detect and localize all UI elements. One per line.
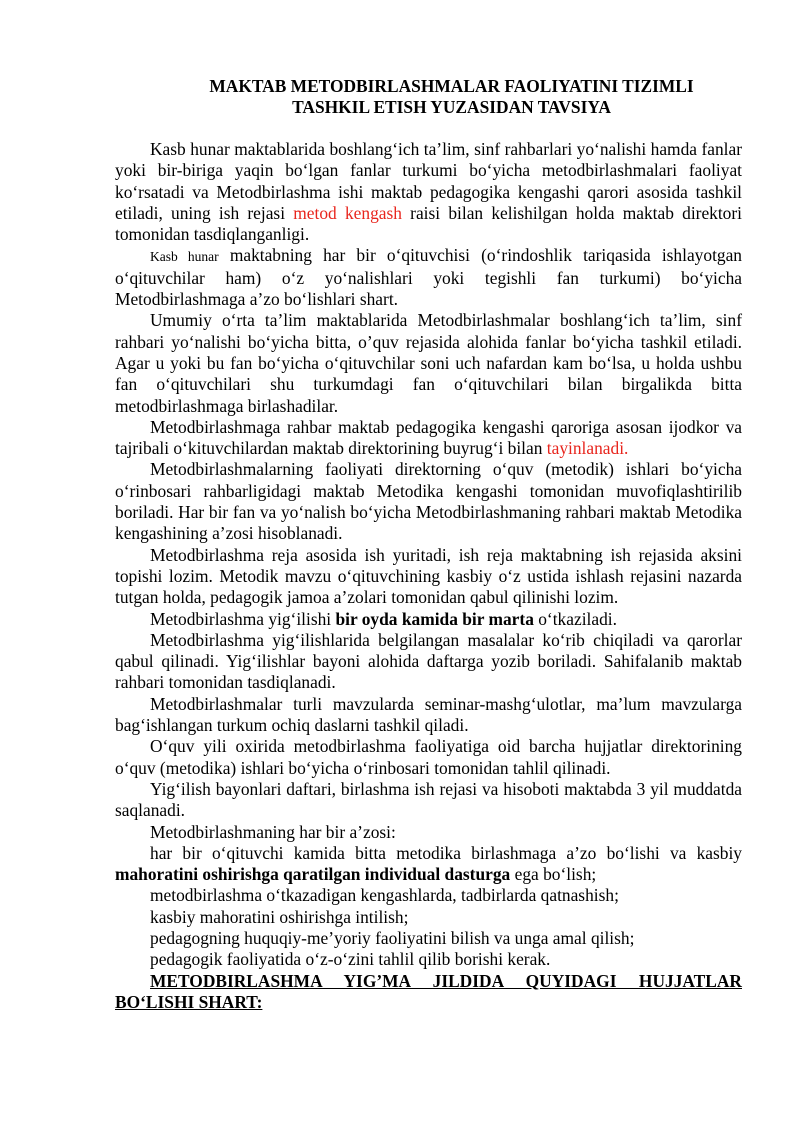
- highlight-metod-kengash: metod kengash: [293, 202, 402, 223]
- paragraph-1-text-b: raisi bilan kelishilgan holda maktab direktori tomonidan tasdiqlanganligi.: [115, 202, 743, 245]
- paragraph-13-bold-text: mahoratini oshirishga qaratilgan individual dasturga: [115, 864, 511, 885]
- paragraph-9: Metodbirlashmalar turli mavzularda seminar-mashg‘ulotlar, ma’lum mavzularga bag‘ishlangan turkum ochiq daslarni tashkil qiladi.: [115, 693, 742, 736]
- paragraph-6: Metodbirlashma reja asosida ish yuritadi, ish reja maktabning ish rejasida aksini topishi lozim. Metodik mavzu o‘qituvchining kasbiy o‘z ustida ishlash rejasini nazarda tutgan holda, pedagogik jamoa a’zolari tomonidan qabul qilinishi lozim.: [115, 544, 742, 608]
- paragraph-3: Umumiy o‘rta ta’lim maktablarida Metodbirlashmalar boshlang‘ich ta’lim, sinf rahbari yo‘nalishi bo‘yicha bitta, o’quv rejasida alohida fanlar bo‘yicha tashkil etiladi. Agar u yoki bu fan bo‘yicha o‘qituvchilar soni uch nafardan kam bo‘lsa, u holda ushbu fan o‘qituvchilari shu turkumdagi fan o‘qituvchilari bilan birgalikda bitta metodbirlashmaga birlashadilar.: [115, 310, 742, 416]
- paragraph-7-bold-text: bir oyda kamida bir marta: [335, 608, 534, 629]
- list-item-2: kasbiy mahoratini oshirishga intilish;: [150, 906, 409, 927]
- paragraph-13-text-b: ega bo‘lish;: [510, 864, 597, 885]
- paragraph-5: Metodbirlashmalarning faoliyati direktorning o‘quv (metodik) ishlari bo‘yicha o‘rinbosari rahbarligidagi maktab Metodika kengashi tomonidan muvofiqlashtirilib boriladi. Har bir fan va yo‘nalish bo‘yicha Metodbirlashmaning rahbari maktab Metodika kengashining a’zosi hisoblanadi.: [115, 459, 742, 544]
- paragraph-4-text: Metodbirlashmaga rahbar maktab pedagogika kengashi qaroriga asosan ijodkor va tajribali o‘kituvchilardan maktab direktorining buyrug‘i bilan: [115, 416, 742, 459]
- document-title: [115, 76, 742, 118]
- paragraph-2-small-text: Kasb hunar: [150, 249, 219, 265]
- paragraph-7-text-a: Metodbirlashma yig‘ilishi: [150, 608, 336, 629]
- list-item-1: metodbirlashma o‘tkazadigan kengashlarda, tadbirlarda qatnashish;: [150, 885, 619, 906]
- paragraph-1-text-a: Kasb hunar maktablarida boshlang‘ich ta’lim, sinf rahbarlari yo‘nalishi hamda fanlar yoki bir-biriga yaqin bo‘lgan fanlar turkumi bo‘yicha metodbirlashmalari faoliyat ko‘rsatadi va Metodbirlashma ishi maktab pedagogika kengashi qarori asosida tashkil etiladi, uning ish rejasi: [115, 139, 742, 223]
- paragraph-13-text-a: har bir o‘qituvchi kamida bitta metodika birlashmaga a’zo bo‘lishi va kasbiy: [150, 842, 742, 863]
- paragraph-10: O‘quv yili oxirida metodbirlashma faoliyatiga oid barcha hujjatlar direktorining o‘quv (metodika) ishlari bo‘yicha o‘rinbosari tomonidan tahlil qilinadi.: [115, 736, 742, 778]
- paragraph-7-text-b: o‘tkaziladi.: [533, 608, 617, 629]
- paragraph-12: Metodbirlashmaning har bir a’zosi:: [150, 821, 396, 842]
- highlight-tayinlanadi: tayinlanadi.: [546, 438, 629, 459]
- paragraph-2-text: maktabning har bir o‘qituvchisi (o‘rindoshlik tariqasida ishlayotgan o‘qituvchilar ham) o‘z yo‘nalishlari yoki tegishli fan turkumi) bo‘yicha Metodbirlashmaga a’zo bo‘lishlari shart.: [115, 245, 743, 310]
- paragraph-4: [115, 417, 742, 460]
- document-page: [115, 76, 742, 1013]
- paragraph-8: Metodbirlashma yig‘ilishlarida belgilangan masalalar ko‘rib chiqiladi va qarorlar qabul qilinadi. Yig‘ilishlar bayoni alohida daftarga yozib boriladi. Sahifalanib maktab rahbari tomonidan tasdiqlanadi.: [115, 629, 742, 693]
- paragraph-7: [115, 609, 742, 630]
- title-line-2: TASHKIL ETISH YUZASIDAN TAVSIYA: [292, 97, 611, 117]
- paragraph-2: [115, 245, 742, 310]
- title-line-1: MAKTAB METODBIRLASHMALAR FAOLIYATINI TIZIMLI: [209, 76, 694, 96]
- paragraph-13: [115, 843, 742, 886]
- paragraph-1: [115, 139, 742, 245]
- list-item-4: pedagogik faoliyatida o‘z-o‘zini tahlil qilib borishi kerak.: [150, 949, 551, 970]
- paragraph-11: Yig‘ilish bayonlari daftari, birlashma ish rejasi va hisoboti maktabda 3 yil muddatda saqlanadi.: [115, 778, 742, 821]
- section-heading: METODBIRLASHMA YIG’MA JILDIDA QUYIDAGI HUJJATLAR BO‘LISHI SHART:: [115, 970, 742, 1012]
- list-item-3: pedagogning huquqiy-me’yoriy faoliyatini bilish va unga amal qilish;: [150, 927, 635, 948]
